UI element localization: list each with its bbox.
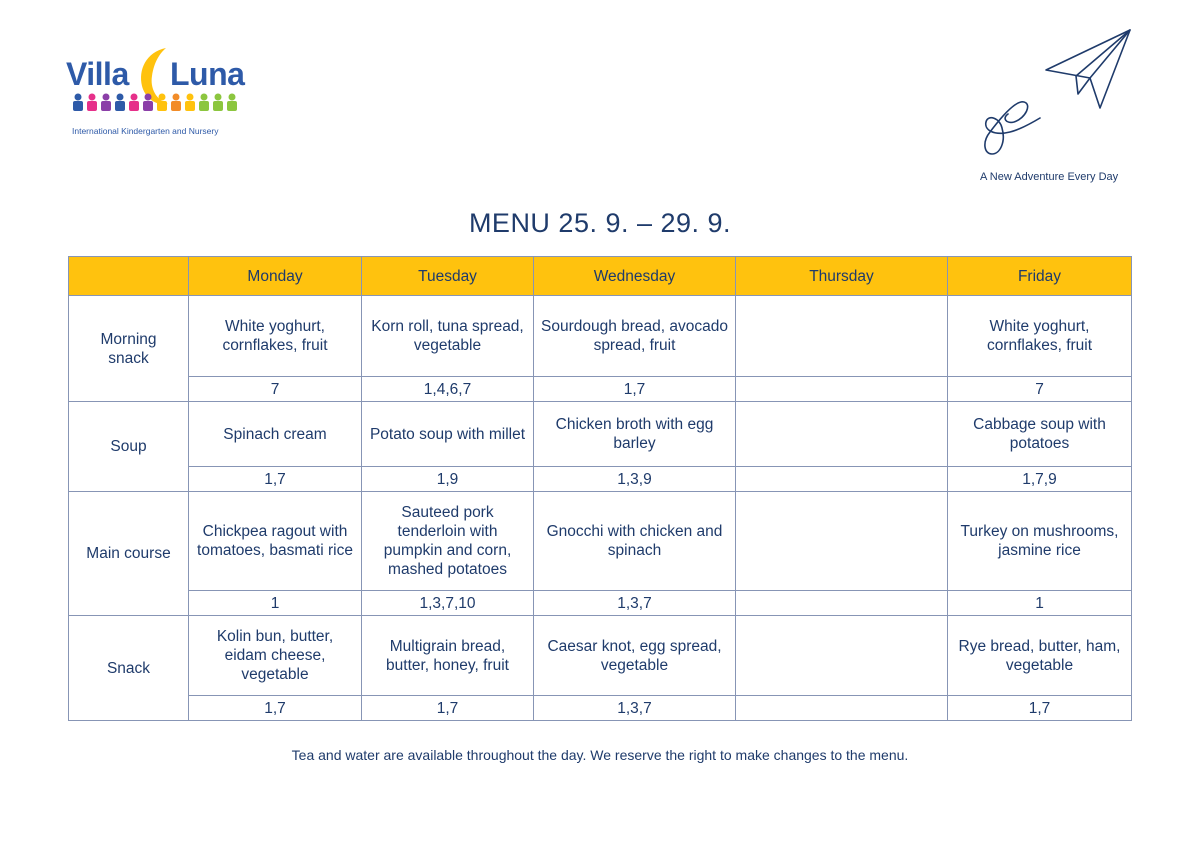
allergen-cell: 1,7: [948, 696, 1132, 721]
table-row: [69, 492, 1132, 591]
row-label-morning-snack: Morning snack: [69, 296, 189, 402]
dish-cell: Chicken broth with egg barley: [534, 402, 736, 467]
row-label-snack: Snack: [69, 616, 189, 721]
allergen-cell: 1,7: [189, 696, 362, 721]
dish-cell: Kolin bun, butter, eidam cheese, vegetable: [189, 616, 362, 696]
allergen-cell: [736, 696, 948, 721]
slogan: A New Adventure Every Day: [980, 171, 1119, 183]
dish-cell: [736, 492, 948, 591]
dish-cell: Sauteed pork tenderloin with pumpkin and corn, mashed potatoes: [362, 492, 534, 591]
dish-cell: Turkey on mushrooms, jasmine rice: [948, 492, 1132, 591]
allergen-cell: 1,3,9: [534, 467, 736, 492]
header-cell-thursday: Thursday: [736, 257, 948, 296]
dish-cell: Cabbage soup with potatoes: [948, 402, 1132, 467]
allergen-cell: 1,9: [362, 467, 534, 492]
dish-cell: Caesar knot, egg spread, vegetable: [534, 616, 736, 696]
dish-cell: Gnocchi with chicken and spinach: [534, 492, 736, 591]
dish-cell: Potato soup with millet: [362, 402, 534, 467]
dish-cell: Multigrain bread, butter, honey, fruit: [362, 616, 534, 696]
dish-cell: [736, 296, 948, 377]
allergen-cell: 1,3,7,10: [362, 591, 534, 616]
dish-cell: Spinach cream: [189, 402, 362, 467]
dish-cell: White yoghurt, cornflakes, fruit: [189, 296, 362, 377]
dish-cell: White yoghurt, cornflakes, fruit: [948, 296, 1132, 377]
footer-note: Tea and water are available throughout the day. We reserve the right to make changes to the menu.: [291, 747, 909, 763]
allergen-cell: 1,7: [534, 377, 736, 402]
allergen-cell: 1,3,7: [534, 696, 736, 721]
logo-word-villa: Villa: [66, 56, 129, 92]
allergen-cell: 1: [948, 591, 1132, 616]
allergen-cell: 1,3,7: [534, 591, 736, 616]
allergen-cell: 7: [189, 377, 362, 402]
header-cell-tuesday: Tuesday: [362, 257, 534, 296]
allergen-row: [69, 467, 1132, 492]
allergen-row: [69, 591, 1132, 616]
dish-cell: Rye bread, butter, ham, vegetable: [948, 616, 1132, 696]
dish-cell: Chickpea ragout with tomatoes, basmati rice: [189, 492, 362, 591]
row-label-main-course: Main course: [69, 492, 189, 616]
page-title: MENU 25. 9. – 29. 9.: [468, 208, 732, 238]
allergen-cell: 7: [948, 377, 1132, 402]
allergen-cell: [736, 467, 948, 492]
allergen-cell: 1,7,9: [948, 467, 1132, 492]
header-row: [69, 257, 1132, 296]
dish-cell: [736, 616, 948, 696]
table-row: [69, 616, 1132, 696]
table-row: [69, 402, 1132, 467]
allergen-cell: 1: [189, 591, 362, 616]
table-row: [69, 296, 1132, 377]
children-icon: [70, 92, 242, 116]
menu-table: [68, 256, 1132, 721]
header-cell-friday: Friday: [948, 257, 1132, 296]
allergen-cell: 1,4,6,7: [362, 377, 534, 402]
allergen-cell: 1,7: [189, 467, 362, 492]
allergen-cell: [736, 377, 948, 402]
logo-tagline: International Kindergarten and Nursery: [72, 126, 219, 136]
allergen-row: [69, 377, 1132, 402]
dish-cell: Sourdough bread, avocado spread, fruit: [534, 296, 736, 377]
villa-luna-logo: [66, 44, 256, 140]
paper-plane-icon: [980, 26, 1140, 166]
allergen-cell: 1,7: [362, 696, 534, 721]
row-label-soup: Soup: [69, 402, 189, 492]
allergen-cell: [736, 591, 948, 616]
header-cell-wednesday: Wednesday: [534, 257, 736, 296]
header-cell-monday: Monday: [189, 257, 362, 296]
logo-word-luna: Luna: [170, 56, 245, 92]
header-cell-corner: [69, 257, 189, 296]
dish-cell: [736, 402, 948, 467]
allergen-row: [69, 696, 1132, 721]
dish-cell: Korn roll, tuna spread, vegetable: [362, 296, 534, 377]
